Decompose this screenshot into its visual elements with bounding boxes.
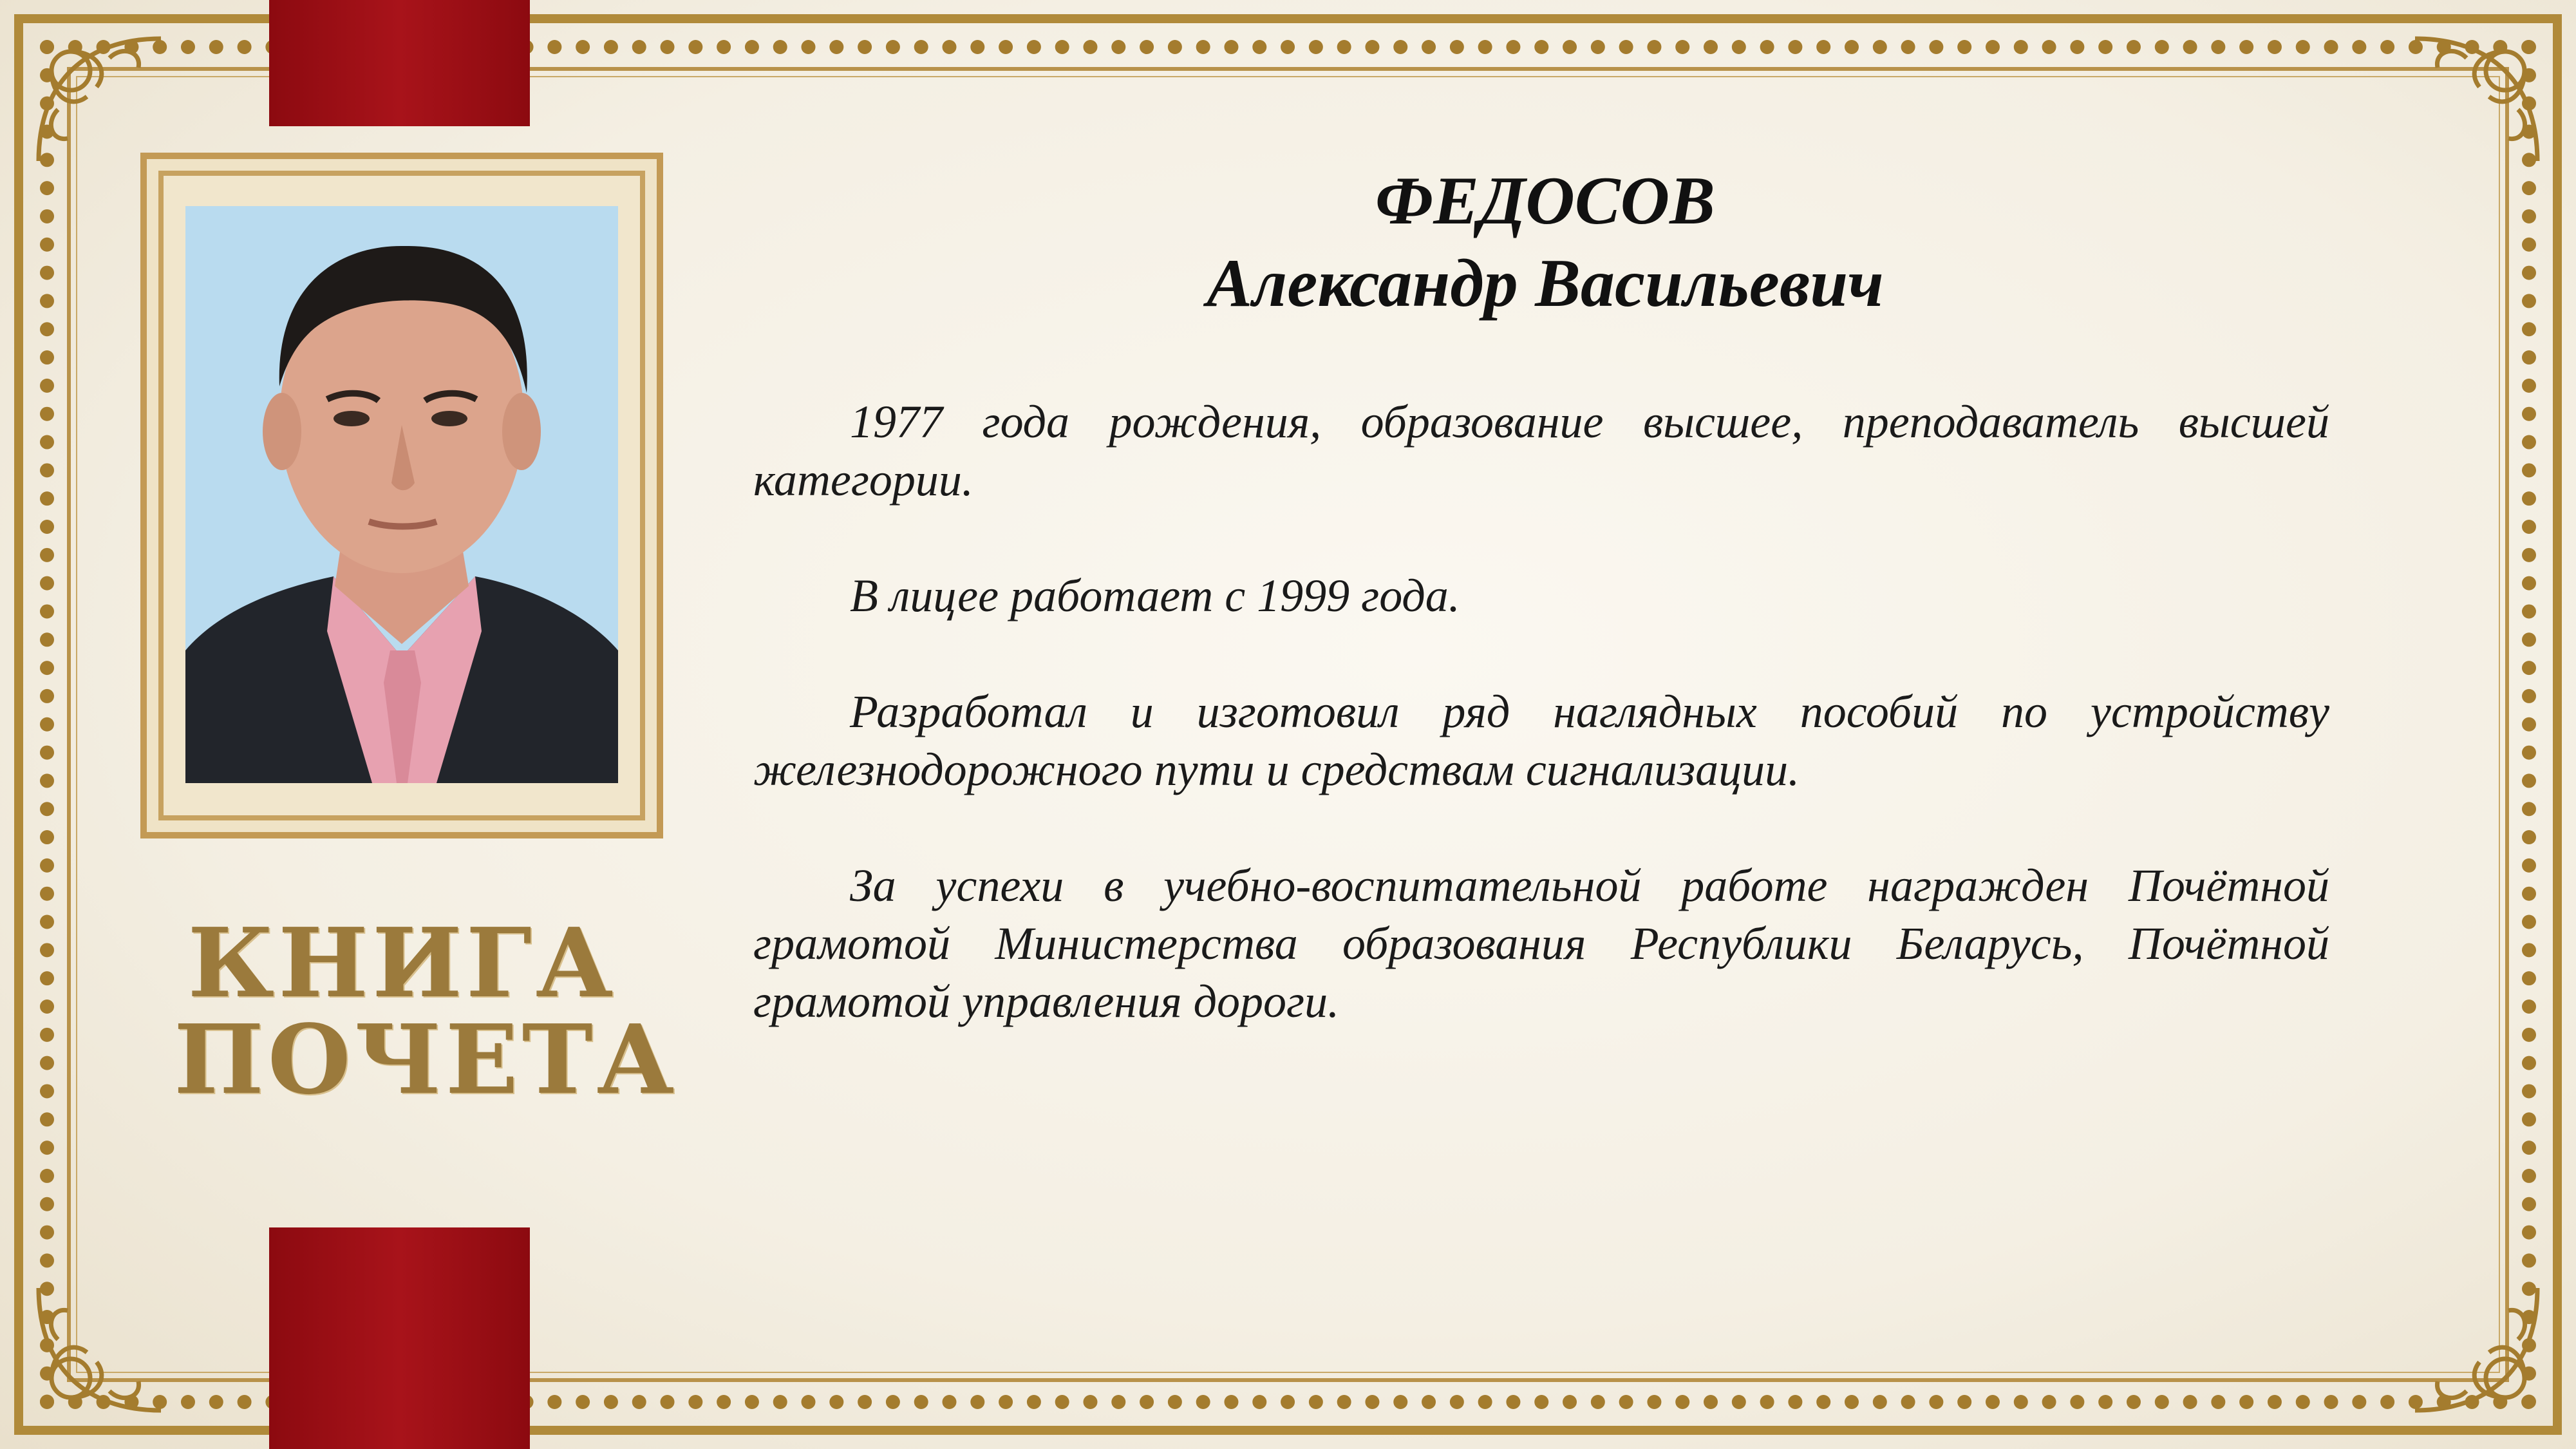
ribbon-bottom — [269, 1227, 530, 1449]
portrait-photo — [185, 206, 618, 783]
ribbon-top — [269, 0, 530, 126]
book-title-line1: КНИГА — [187, 907, 617, 1019]
bio-paragraph: В лицее работает с 1999 года. — [850, 570, 1460, 621]
bio-paragraph: 1977 года рождения, образование высшее, преподаватель высшей категории. — [753, 396, 2329, 506]
biography — [753, 393, 2329, 1088]
ornament-corner-icon — [26, 26, 174, 174]
ornament-corner-icon — [2402, 26, 2550, 174]
person-given-names: Александр Васильевич — [1207, 245, 1884, 321]
bio-paragraph: За успехи в учебно-воспитательной работе награжден Почётной грамотой Министерства образования Республики Беларусь, Почётной грамотой управления дороги. — [753, 860, 2329, 1027]
book-title — [174, 907, 679, 1115]
book-title-line2: ПОЧЕТА — [174, 1003, 679, 1115]
person-surname: ФЕДОСОВ — [1375, 163, 1715, 238]
person-name — [747, 160, 2344, 325]
bio-paragraph: Разработал и изготовил ряд наглядных пособий по устройству железнодорожного пути и средствам сигнализации. — [753, 686, 2329, 795]
ornament-corner-icon — [26, 1275, 174, 1423]
ornament-corner-icon — [2402, 1275, 2550, 1423]
